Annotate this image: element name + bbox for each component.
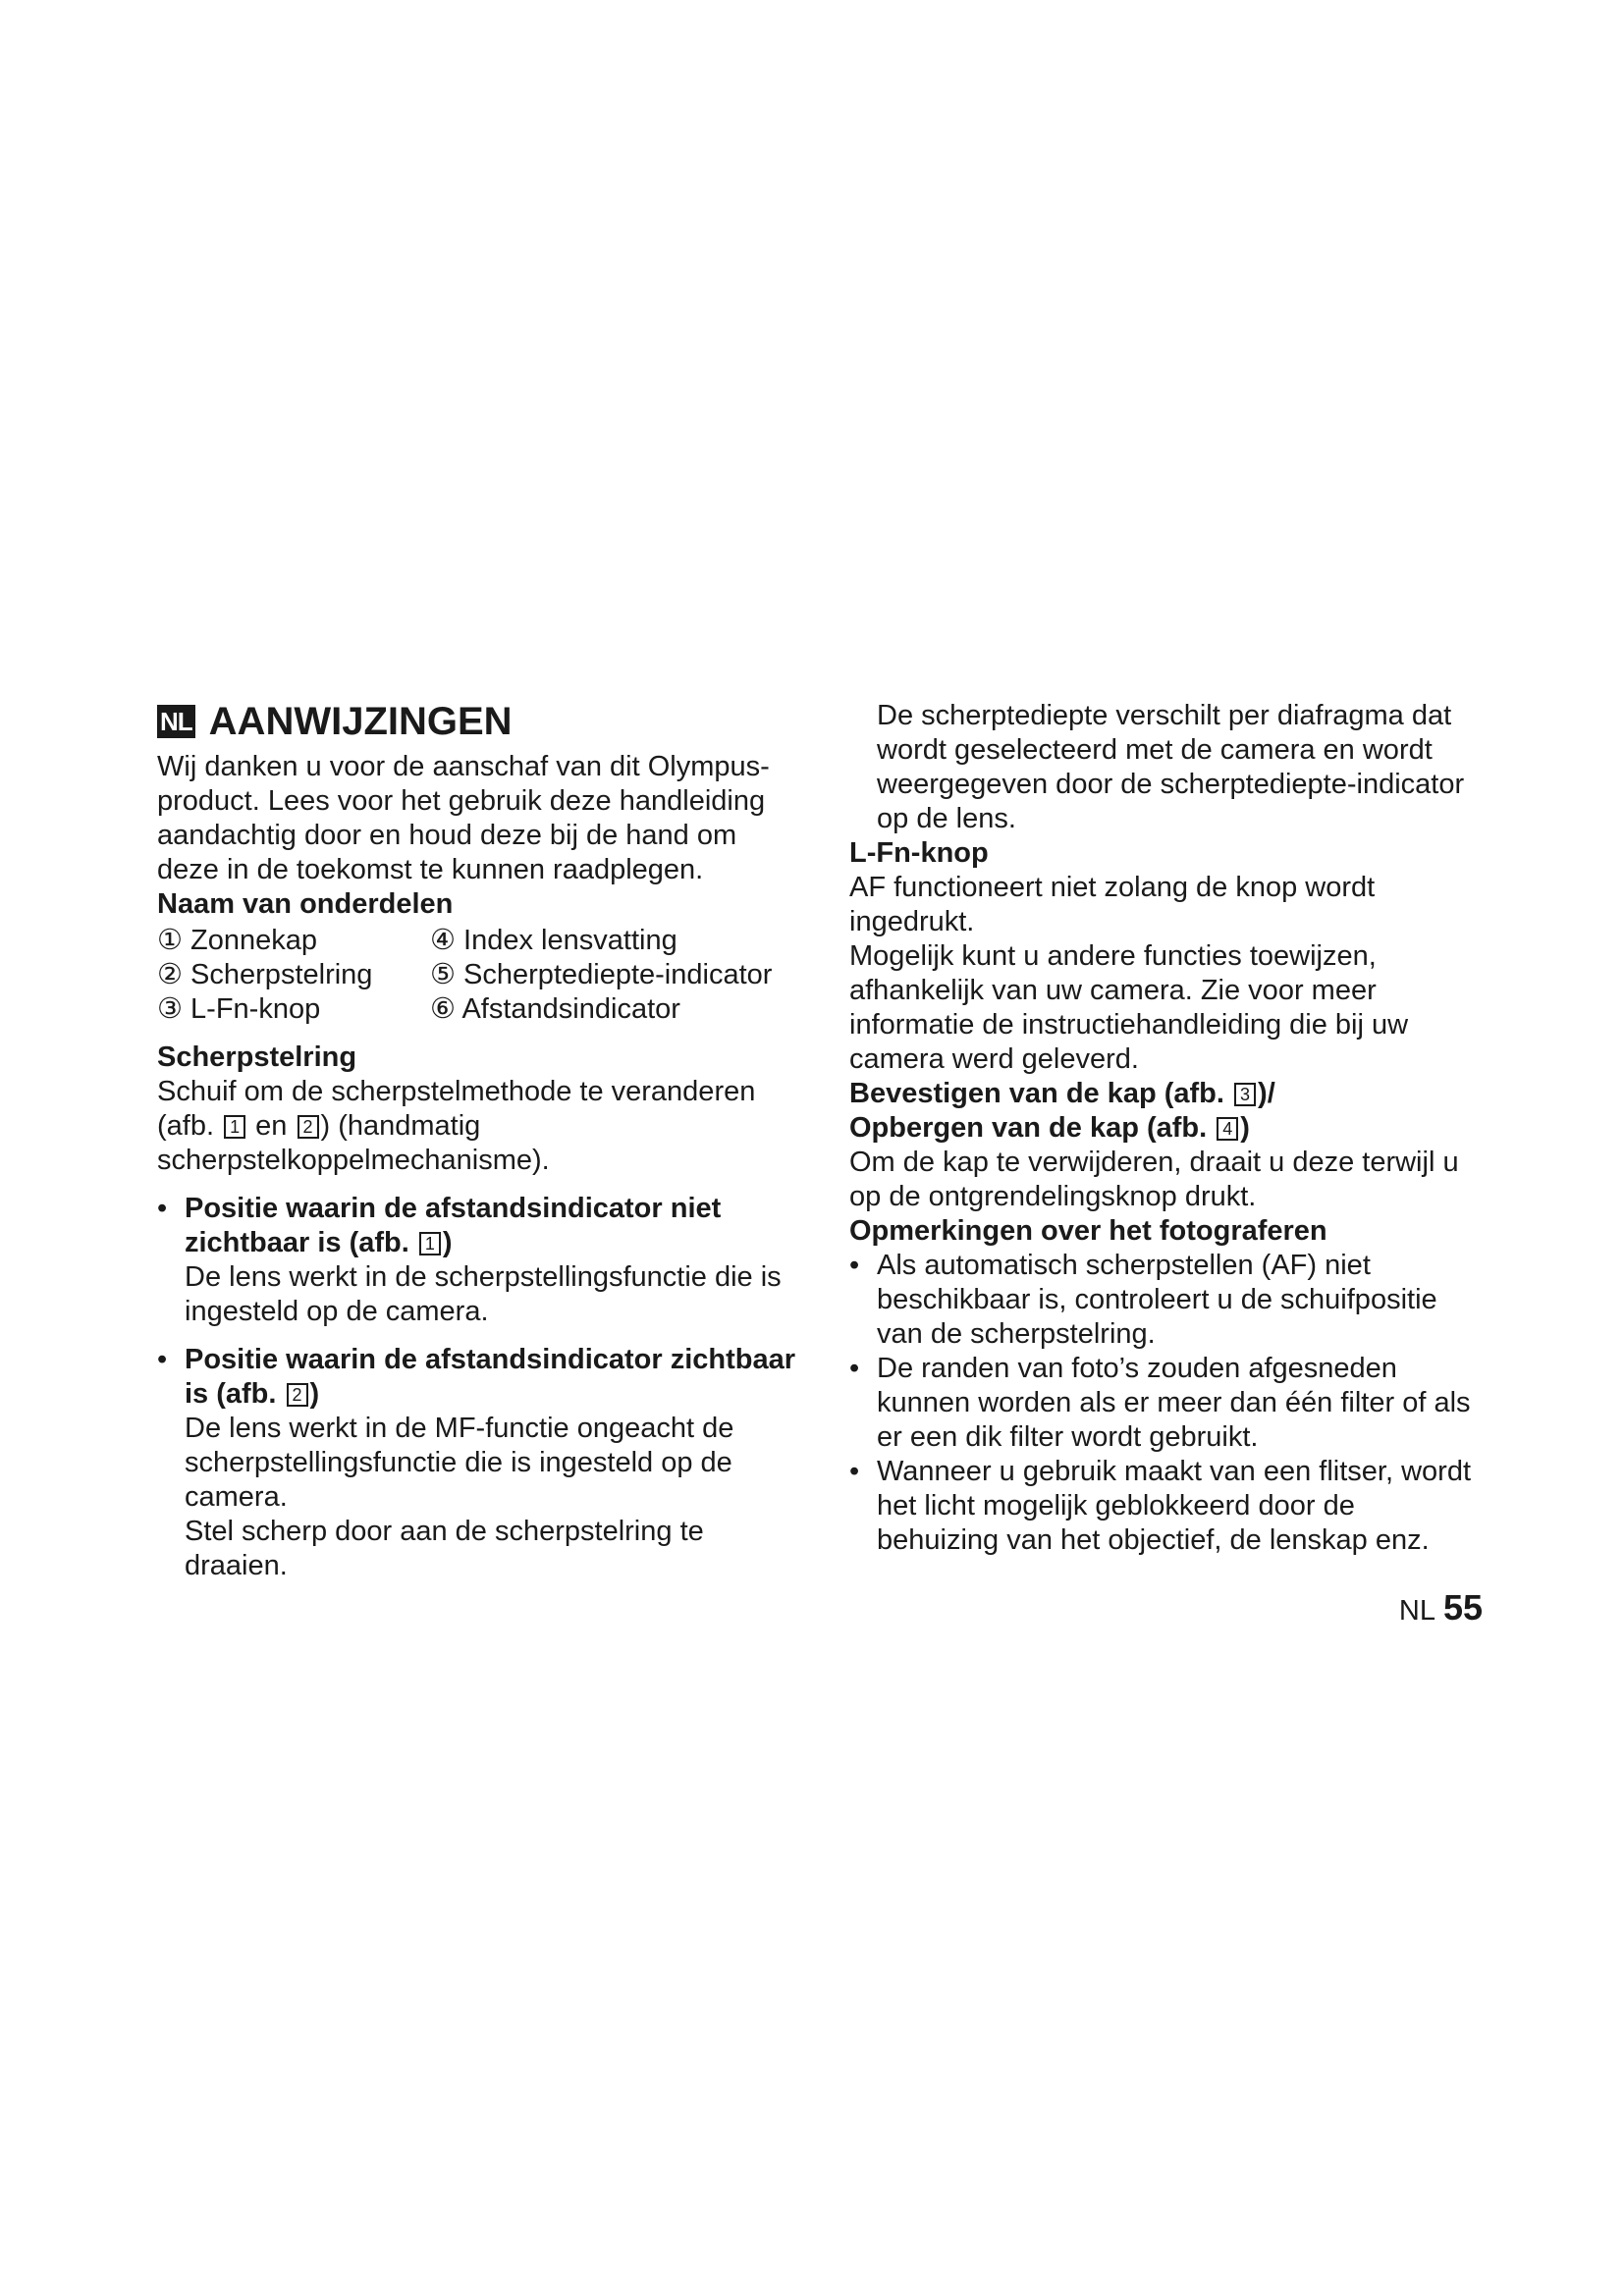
hood-heading-2: [849, 1111, 1478, 1146]
bullet-body: Stel scherp door aan de scherpstelring te draaien.: [185, 1516, 704, 1581]
text-segment: )/: [1258, 1078, 1275, 1109]
language-badge: NL: [157, 705, 195, 738]
part-item: ⑤ Scherptediepte-indicator: [430, 959, 773, 990]
lfn-heading: L-Fn-knop: [849, 837, 989, 869]
left-column: [157, 699, 805, 1583]
part-item: ⑥ Afstandsindicator: [430, 993, 680, 1025]
text-segment: Bevestigen van de kap (afb.: [849, 1078, 1224, 1109]
figure-ref-box: 2: [287, 1383, 308, 1407]
figure-ref-box: 1: [419, 1232, 441, 1255]
note-item: • Als automatisch scherpstellen (AF) niet beschikbaar is, controleert u de schuifpositie van de scherpstelring.: [849, 1249, 1478, 1352]
parts-list: [157, 924, 805, 1027]
page-footer: [1375, 1588, 1483, 1630]
intro-paragraph: Wij danken u voor de aanschaf van dit Olympus-product. Lees voor het gebruik deze handleiding aandachtig door en houd deze bij de hand om deze in de toekomst te kunnen raadplegen.: [157, 751, 770, 885]
text-segment: Opbergen van de kap (afb.: [849, 1112, 1208, 1144]
part-item: ② Scherpstelring: [157, 959, 373, 990]
focus-ring-heading: Scherpstelring: [157, 1041, 357, 1073]
note-item: • De randen van foto’s zouden afgesneden kunnen worden als er meer dan één filter of als er een dik filter wordt gebruikt.: [849, 1352, 1478, 1455]
bullet-title: [185, 1343, 805, 1412]
part-item: ④ Index lensvatting: [430, 925, 677, 956]
right-column: [849, 699, 1478, 1558]
part-item: ① Zonnekap: [157, 925, 318, 956]
text-segment: ) (handmatig scherpstelkoppelmechanisme).: [157, 1110, 550, 1176]
figure-ref-box: 2: [298, 1115, 319, 1139]
lfn-text-1: AF functioneert niet zolang de knop wordt ingedrukt.: [849, 872, 1376, 937]
figure-ref-box: 4: [1217, 1117, 1238, 1141]
dof-paragraph: De scherptediepte verschilt per diafragma dat wordt geselecteerd met de camera en wordt weergegeven door de scherptediepte-indicator op de lens.: [877, 700, 1465, 834]
focus-bullet-2: [157, 1343, 805, 1583]
title-row: [157, 699, 805, 744]
text-segment: Schuif om de scherpstelmethode te veranderen (afb.: [157, 1076, 756, 1142]
text-segment: Positie waarin de afstandsindicator niet zichtbaar is (afb.: [185, 1193, 722, 1258]
bullet-title: [185, 1192, 805, 1260]
bullet-body: De lens werkt in de scherpstellingsfunctie die is ingesteld op de camera.: [185, 1261, 782, 1327]
bullet-body: De lens werkt in de MF-functie ongeacht de scherpstellingsfunctie die is ingesteld op de camera.: [185, 1413, 734, 1513]
page-title: AANWIJZINGEN: [208, 700, 513, 743]
hood-text: Om de kap te verwijderen, draait u deze terwijl u op de ontgrendelingsknop drukt.: [849, 1147, 1459, 1212]
parts-heading: Naam van onderdelen: [157, 888, 454, 920]
part-item: ③ L-Fn-knop: [157, 993, 321, 1025]
text-segment: en: [255, 1110, 288, 1142]
hood-heading-1: [849, 1077, 1478, 1111]
focus-bullet-1: [157, 1192, 805, 1329]
text-segment: Positie waarin de afstandsindicator zichtbaar is (afb.: [185, 1344, 796, 1410]
note-item: • Wanneer u gebruik maakt van een flitser, wordt het licht mogelijk geblokkeerd door de behuizing van het objectief, de lenskap enz.: [849, 1455, 1478, 1558]
figure-ref-box: 1: [224, 1115, 245, 1139]
focus-ring-text: [157, 1075, 805, 1178]
text-segment: ): [442, 1227, 453, 1258]
page-number: 55: [1442, 1587, 1483, 1628]
footer-language: NL: [1398, 1595, 1435, 1627]
notes-heading: Opmerkingen over het fotograferen: [849, 1215, 1327, 1247]
lfn-text-2: Mogelijk kunt u andere functies toewijzen, afhankelijk van uw camera. Zie voor meer informatie de instructiehandleiding die bij uw camera werd geleverd.: [849, 940, 1409, 1075]
text-segment: ): [309, 1378, 320, 1410]
text-segment: ): [1240, 1112, 1250, 1144]
figure-ref-box: 3: [1234, 1083, 1256, 1106]
